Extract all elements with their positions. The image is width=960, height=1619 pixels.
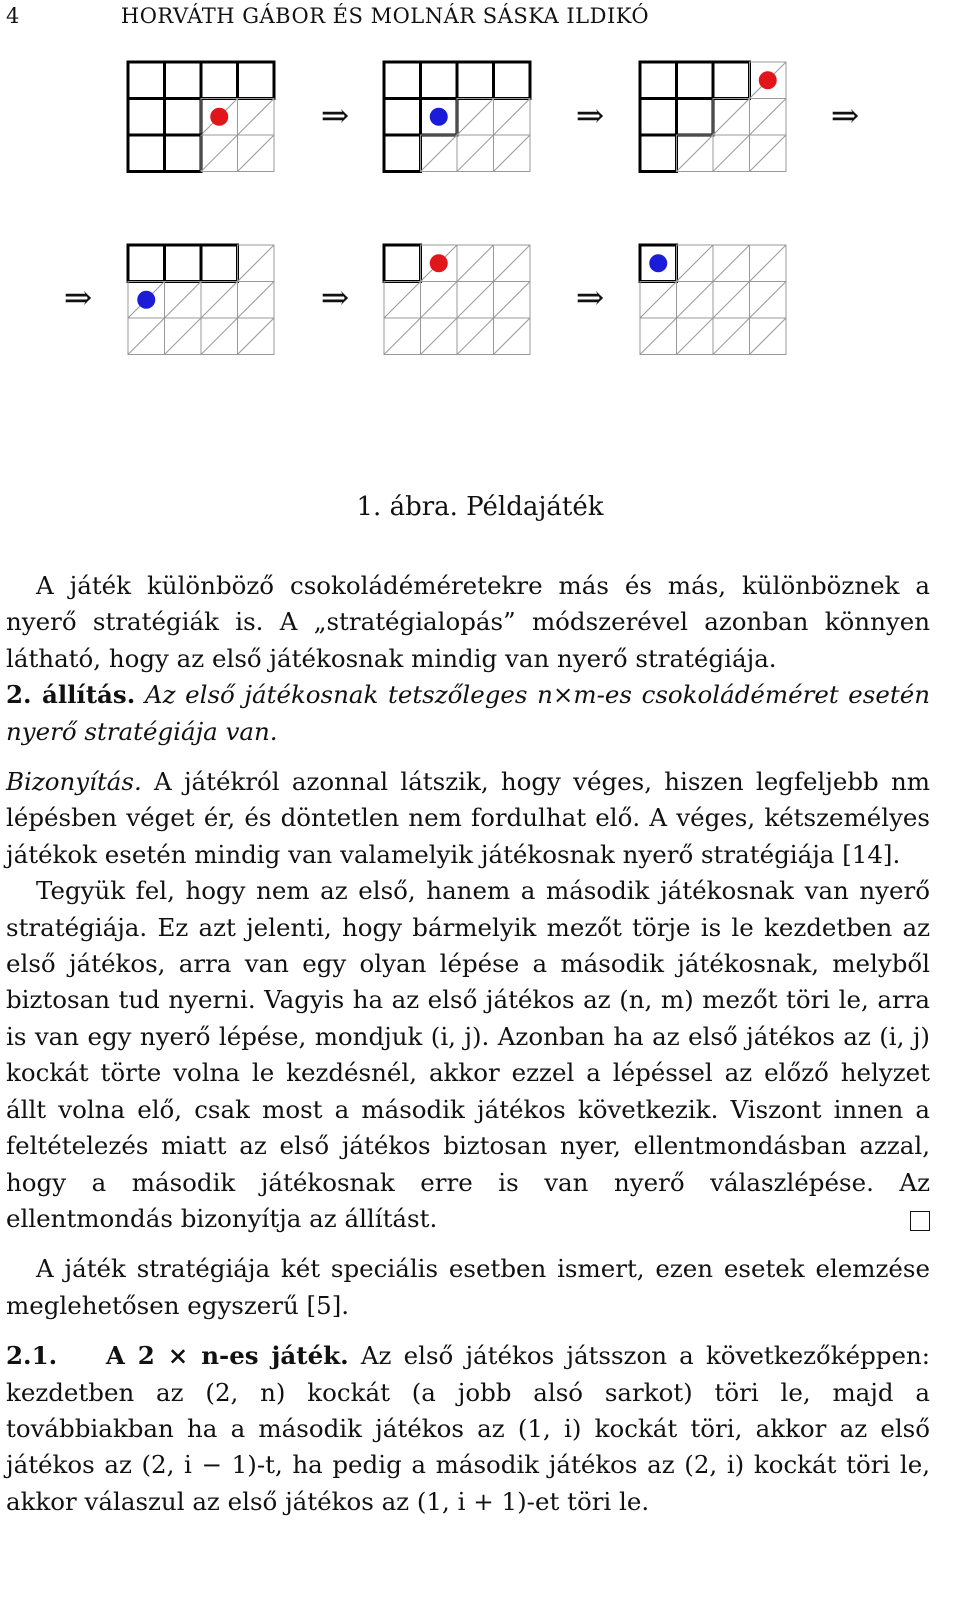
claim-text: Az első játékosnak tetszőleges n×m-es csokoládéméret esetén nyerő stratégiája van.	[6, 680, 930, 746]
section-title: A 2 × n-es játék.	[105, 1341, 349, 1371]
chocolate-square	[238, 62, 275, 99]
broken-square-hatch	[713, 282, 750, 319]
broken-square-hatch	[238, 99, 275, 136]
blue-move-dot	[137, 291, 155, 309]
broken-square-hatch	[201, 318, 238, 355]
broken-square-hatch	[750, 135, 787, 172]
page-header	[0, 4, 960, 34]
chocolate-square	[713, 62, 750, 99]
broken-square-hatch	[238, 318, 275, 355]
proof-text-1: A játékról azonnal látszik, hogy véges, hiszen legfeljebb nm lépésben véget ér, és döntetlen nem fordulhat elő. A véges, kétszemélyes játékok esetén mindig van valamelyik játékosnak nyerő stratégiája [14].	[6, 767, 930, 869]
implies-arrow: ⇒	[320, 96, 350, 136]
implies-arrow: ⇒	[320, 278, 350, 318]
chocolate-square	[457, 62, 494, 99]
chocolate-square	[384, 99, 421, 136]
broken-square-hatch	[238, 135, 275, 172]
example-game-figure	[0, 50, 960, 370]
broken-square-hatch	[750, 245, 787, 282]
broken-square-hatch	[457, 135, 494, 172]
broken-square-hatch	[713, 245, 750, 282]
broken-square-hatch	[128, 318, 165, 355]
proof-label: Bizonyítás.	[6, 767, 142, 797]
chocolate-square	[128, 99, 165, 136]
broken-square-hatch	[750, 318, 787, 355]
chocolate-square	[640, 99, 677, 136]
chocolate-square	[384, 245, 421, 282]
broken-square-hatch	[201, 135, 238, 172]
broken-square-hatch	[165, 318, 202, 355]
proof-paragraph-2	[6, 873, 930, 1237]
red-move-dot	[430, 254, 448, 272]
broken-square-hatch	[640, 318, 677, 355]
chocolate-square	[640, 135, 677, 172]
broken-square-hatch	[238, 245, 275, 282]
blue-move-dot	[430, 108, 448, 126]
broken-square-hatch	[494, 135, 531, 172]
body-text	[6, 568, 930, 1520]
chocolate-square	[640, 62, 677, 99]
chocolate-square	[494, 62, 531, 99]
chocolate-square	[165, 135, 202, 172]
broken-square-hatch	[421, 282, 458, 319]
chocolate-square	[165, 99, 202, 136]
paragraph-intro: A játék különböző csokoládéméretekre más és más, különböznek a nyerő stratégiák is. A „stratégialopás” módszerével azonban könnyen látható, hogy az első játékosnak mindig van nyerő stratégiája.	[6, 571, 930, 673]
broken-square-hatch	[677, 135, 714, 172]
broken-square-hatch	[494, 245, 531, 282]
broken-square-hatch	[384, 318, 421, 355]
implies-arrow: ⇒	[575, 96, 605, 136]
proof-paragraph-1	[6, 764, 930, 873]
chocolate-square	[384, 62, 421, 99]
broken-square-hatch	[457, 245, 494, 282]
broken-square-hatch	[201, 282, 238, 319]
section-text: Az első játékos játsszon a következőképpen: kezdetben az (2, n) kockát (a jobb alsó sarkot) töri le, majd a továbbiakban ha a második játékos az (1, i) kockát töri, akkor az első játékos az (2, i − 1)-t, ha pedig a második játékos az (2, i) kockát töri le, akkor válaszul az első játékos az (1, i + 1)-et töri le.	[6, 1341, 930, 1516]
broken-square-hatch	[457, 282, 494, 319]
chocolate-square	[128, 135, 165, 172]
red-move-dot	[210, 108, 228, 126]
broken-square-hatch	[165, 282, 202, 319]
chocolate-square	[128, 245, 165, 282]
broken-square-hatch	[677, 282, 714, 319]
implies-arrow: ⇒	[575, 278, 605, 318]
proof-text-2: Tegyük fel, hogy nem az első, hanem a második játékosnak van nyerő stratégiája. Ez azt jelenti, hogy bármelyik mezőt törje is le kezdetben az első játékos, arra van egy olyan lépése a második játékosnak, melyből biztosan tud nyerni. Vagyis ha az első játékos az (n, m) mezőt töri le, arra is van egy nyerő lépése, mondjuk (i, j). Azonban ha az első játékos az (i, j) kockát törte volna le kezdésnél, akkor ezzel a lépéssel az előző helyzet állt volna elő, csak most a második játékos következik. Viszont innen a feltételezés miatt az első játékos biztosan nyer, ellentmondásban azzal, hogy a második játékosnak erre is van nyerő válaszlépése. Az ellentmondás bizonyítja az állítást.	[6, 876, 930, 1233]
figure-caption: 1. ábra. Példajáték	[356, 492, 604, 522]
broken-square-hatch	[677, 318, 714, 355]
qed-square-icon	[910, 1211, 930, 1231]
broken-square-hatch	[713, 135, 750, 172]
broken-square-hatch	[421, 135, 458, 172]
chocolate-square	[421, 62, 458, 99]
chocolate-square	[677, 62, 714, 99]
claim	[6, 677, 930, 750]
chocolate-square	[384, 135, 421, 172]
chocolate-square	[201, 62, 238, 99]
broken-square-hatch	[457, 99, 494, 136]
chocolate-square	[201, 245, 238, 282]
broken-square-hatch	[750, 99, 787, 136]
broken-square-hatch	[457, 318, 494, 355]
claim-label: 2. állítás.	[6, 680, 136, 710]
section-number: 2.1.	[6, 1341, 58, 1371]
broken-square-hatch	[238, 282, 275, 319]
chocolate-square	[128, 62, 165, 99]
broken-square-hatch	[384, 282, 421, 319]
red-move-dot	[759, 71, 777, 89]
broken-square-hatch	[750, 282, 787, 319]
page-number: 4	[6, 4, 20, 28]
chocolate-square	[677, 99, 714, 136]
broken-square-hatch	[713, 318, 750, 355]
broken-square-hatch	[640, 282, 677, 319]
broken-square-hatch	[421, 318, 458, 355]
broken-square-hatch	[494, 318, 531, 355]
broken-square-hatch	[677, 245, 714, 282]
broken-square-hatch	[713, 99, 750, 136]
running-head: HORVÁTH GÁBOR ÉS MOLNÁR SÁSKA ILDIKÓ	[120, 4, 650, 28]
chocolate-square	[165, 62, 202, 99]
implies-arrow: ⇒	[830, 96, 860, 136]
paragraph-special-cases: A játék stratégiája két speciális esetben ismert, ezen esetek elemzése meglehetősen egyszerű [5].	[6, 1254, 930, 1320]
chocolate-square	[165, 245, 202, 282]
section-2-1	[6, 1338, 930, 1520]
implies-arrow: ⇒	[63, 278, 93, 318]
blue-move-dot	[649, 254, 667, 272]
broken-square-hatch	[494, 282, 531, 319]
broken-square-hatch	[494, 99, 531, 136]
